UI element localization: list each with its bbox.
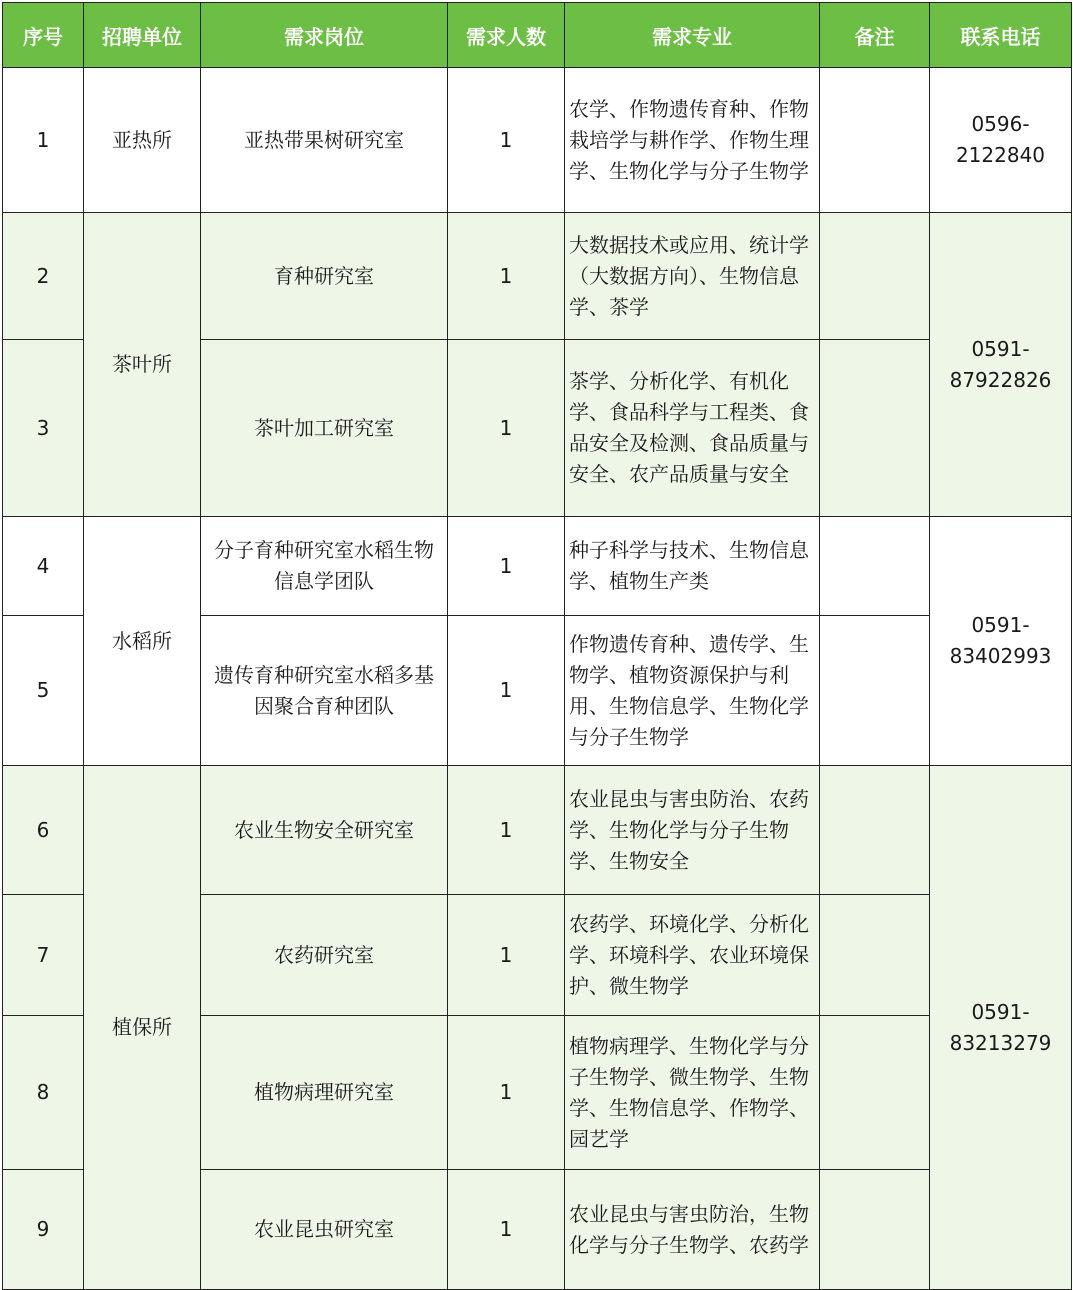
cell-major: 作物遗传育种、遗传学、生物学、植物资源保护与利用、生物信息学、生物化学与分子生物学 (565, 616, 820, 766)
header-row (3, 3, 1072, 68)
cell-note (820, 1170, 930, 1290)
cell-position: 农药研究室 (201, 895, 448, 1016)
cell-no: 2 (3, 213, 84, 340)
cell-phone: 0591-83402993 (930, 517, 1072, 766)
cell-position: 茶叶加工研究室 (201, 340, 448, 517)
cell-major: 农药学、环境化学、分析化学、环境科学、农业环境保护、微生物学 (565, 895, 820, 1016)
cell-note (820, 68, 930, 213)
cell-major: 大数据技术或应用、统计学（大数据方向）、生物信息学、茶学 (565, 213, 820, 340)
cell-note (820, 766, 930, 895)
cell-phone: 0596-2122840 (930, 68, 1072, 213)
header-no: 序号 (3, 3, 84, 68)
cell-major: 农业昆虫与害虫防治，生物化学与分子生物学、农药学 (565, 1170, 820, 1290)
cell-no: 5 (3, 616, 84, 766)
cell-no: 6 (3, 766, 84, 895)
cell-count: 1 (448, 213, 565, 340)
cell-position: 农业生物安全研究室 (201, 766, 448, 895)
cell-note (820, 895, 930, 1016)
cell-major: 农学、作物遗传育种、作物栽培学与耕作学、作物生理学、生物化学与分子生物学 (565, 68, 820, 213)
cell-count: 1 (448, 1016, 565, 1170)
cell-note (820, 213, 930, 340)
cell-position: 遗传育种研究室水稻多基因聚合育种团队 (201, 616, 448, 766)
cell-count: 1 (448, 766, 565, 895)
cell-no: 3 (3, 340, 84, 517)
cell-no: 8 (3, 1016, 84, 1170)
cell-unit: 水稻所 (84, 517, 201, 766)
header-position: 需求岗位 (201, 3, 448, 68)
cell-count: 1 (448, 616, 565, 766)
cell-note (820, 340, 930, 517)
cell-count: 1 (448, 340, 565, 517)
header-unit: 招聘单位 (84, 3, 201, 68)
cell-major: 茶学、分析化学、有机化学、食品科学与工程类、食品安全及检测、食品质量与安全、农产品质量与安全 (565, 340, 820, 517)
cell-no: 7 (3, 895, 84, 1016)
cell-note (820, 517, 930, 616)
cell-unit: 亚热所 (84, 68, 201, 213)
table-row (3, 766, 1072, 895)
cell-phone: 0591-83213279 (930, 766, 1072, 1290)
cell-major: 种子科学与技术、生物信息学、植物生产类 (565, 517, 820, 616)
cell-unit: 茶叶所 (84, 213, 201, 517)
cell-major: 植物病理学、生物化学与分子生物学、微生物学、生物学、生物信息学、作物学、园艺学 (565, 1016, 820, 1170)
cell-position: 育种研究室 (201, 213, 448, 340)
cell-no: 1 (3, 68, 84, 213)
table-row (3, 68, 1072, 213)
table-row (3, 517, 1072, 616)
cell-no: 4 (3, 517, 84, 616)
cell-position: 农业昆虫研究室 (201, 1170, 448, 1290)
header-note: 备注 (820, 3, 930, 68)
cell-position: 亚热带果树研究室 (201, 68, 448, 213)
recruitment-table (2, 2, 1072, 1290)
cell-position: 分子育种研究室水稻生物信息学团队 (201, 517, 448, 616)
cell-major: 农业昆虫与害虫防治、农药学、生物化学与分子生物学、生物安全 (565, 766, 820, 895)
cell-count: 1 (448, 1170, 565, 1290)
cell-note (820, 616, 930, 766)
table-row (3, 213, 1072, 340)
cell-phone: 0591-87922826 (930, 213, 1072, 517)
cell-count: 1 (448, 517, 565, 616)
cell-note (820, 1016, 930, 1170)
header-count: 需求人数 (448, 3, 565, 68)
cell-position: 植物病理研究室 (201, 1016, 448, 1170)
header-phone: 联系电话 (930, 3, 1072, 68)
cell-unit: 植保所 (84, 766, 201, 1290)
cell-count: 1 (448, 68, 565, 213)
header-major: 需求专业 (565, 3, 820, 68)
cell-count: 1 (448, 895, 565, 1016)
cell-no: 9 (3, 1170, 84, 1290)
